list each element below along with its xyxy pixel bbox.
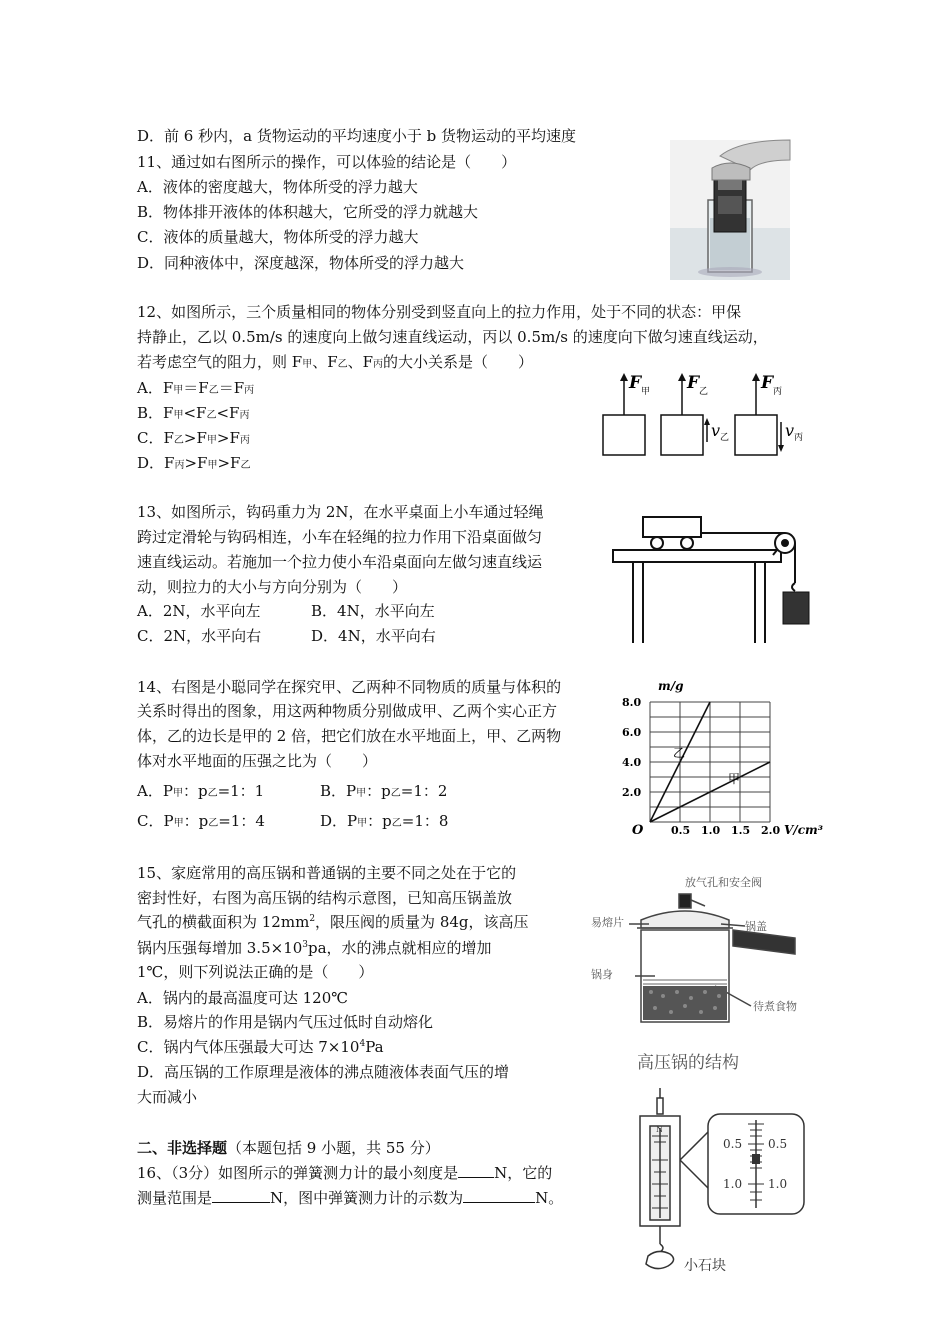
cooker-caption: 高压锅的结构	[637, 1053, 739, 1073]
q12-fig-F-yi: F	[687, 373, 700, 393]
cooker-label-valve: 放气孔和安全阀	[685, 876, 762, 889]
q12-option-c: C．F乙>F甲>F丙	[137, 429, 250, 447]
x-tick-label: 2.0	[761, 824, 781, 837]
q12-fig-F-bing: F	[761, 373, 774, 393]
q14-line3: 体，乙的边长是甲的 2 倍，把它们放在水平地面上，甲、乙两物	[137, 727, 562, 745]
q14-option-a: A．P甲：p乙=1：1	[137, 782, 265, 800]
q16-blank-3[interactable]	[463, 1188, 535, 1203]
x-tick-label: 0.5	[671, 824, 691, 837]
q16-line1: 16、（3分）如图所示的弹簧测力计的最小刻度是 N，它的	[137, 1164, 553, 1182]
cooker-label-fusible: 易熔片	[591, 916, 624, 929]
chart-xlabel: V/cm³	[784, 823, 823, 837]
q15-pressure-cooker-diagram	[585, 868, 815, 1078]
y-tick-label: 6.0	[622, 726, 642, 739]
q12-fig-sub-bing: 丙	[773, 387, 783, 397]
q11-option-c: C．液体的质量越大，物体所受的浮力越大	[137, 228, 419, 246]
cooker-label-lid: 锅盖	[745, 920, 767, 933]
q15-line3: 气孔的横截面积为 $12mm^2$，限压阀的质量为 84g，该高压	[137, 913, 529, 931]
q11-buoyancy-photo	[670, 140, 790, 280]
q15-option-d-line1: D．高压锅的工作原理是液体的沸点随液体表面气压的增	[137, 1063, 510, 1081]
q12-fig-vsub-yi: 乙	[720, 433, 730, 443]
q13-line3: 速直线运动。若施加一个拉力使小车沿桌面向左做匀速直线运	[137, 553, 543, 571]
q12-force-diagram	[598, 370, 818, 460]
y-tick-label: 8.0	[622, 696, 642, 709]
q14-option-c: C．P甲：p乙=1：4	[137, 812, 265, 830]
cooker-label-body: 锅身	[591, 968, 613, 981]
q11-option-b: B．物体排开液体的体积越大，它所受的浮力就越大	[137, 203, 479, 221]
q13-line2: 跨过定滑轮与钩码相连，小车在轻绳的拉力作用下沿桌面做匀	[137, 528, 543, 546]
y-tick-label: 4.0	[622, 756, 642, 769]
scale-zoom-mark-05-left: 0.5	[723, 1137, 743, 1151]
q11-stem: 11、通过如右图所示的操作，可以体验的结论是（ ）	[137, 153, 517, 171]
q12-stem-line3: 若考虑空气的阻力，则 F甲、F乙、F丙的大小关系是（ ）	[137, 353, 534, 371]
q12-option-a: A．F甲＝F乙＝F丙	[137, 379, 255, 397]
section2-heading: 二、非选择题（本题包括 9 小题，共 55 分）	[137, 1139, 440, 1157]
q16-spring-scale-diagram	[630, 1088, 820, 1284]
x-tick-label: 1.0	[701, 824, 721, 837]
q16-line2: 测量范围是 N，图中弹簧测力计的示数为 N。	[137, 1189, 564, 1207]
q16-blank-1[interactable]	[458, 1163, 494, 1178]
q14-line4: 体对水平地面的压强之比为（ ）	[137, 752, 378, 770]
q13-option-c: C．2N，水平向右	[137, 627, 262, 645]
series-label-1: 甲	[728, 772, 741, 786]
q11-option-a: A．液体的密度越大，物体所受的浮力越大	[137, 178, 418, 196]
q14-line2: 关系时得出的图象，用这两种物质分别做成甲、乙两个实心正方	[137, 702, 558, 720]
q15-option-a: A．锅内的最高温度可达 120℃	[137, 989, 349, 1007]
q14-option-d: D．P甲：p乙=1：8	[320, 812, 449, 830]
scale-unit: N	[656, 1125, 663, 1134]
cooker-label-food: 待煮食物	[753, 1000, 797, 1013]
scale-zoom-mark-10-left: 1.0	[723, 1177, 743, 1191]
q13-option-d: D．4N，水平向右	[311, 627, 436, 645]
q14-line1: 14、右图是小聪同学在探究甲、乙两种不同物质的质量与体积的	[137, 678, 562, 696]
q15-option-c: C．锅内气体压强最大可达 $7\times 10^4Pa$	[137, 1038, 384, 1056]
q12-fig-v-bing: v	[785, 421, 795, 440]
q13-line1: 13、如图所示，钩码重力为 2N，在水平桌面上小车通过轻绳	[137, 503, 544, 521]
scale-zoom-mark-10-right: 1.0	[768, 1177, 788, 1191]
chart-origin: O	[632, 823, 644, 838]
q16-blank-2[interactable]	[212, 1188, 270, 1203]
q15-line1: 15、家庭常用的高压锅和普通锅的主要不同之处在于它的	[137, 864, 517, 882]
q13-cart-pulley-diagram	[605, 505, 820, 650]
chart-grid	[650, 702, 770, 822]
q12-stem-line1: 12、如图所示，三个质量相同的物体分别受到竖直向上的拉力作用，处于不同的状态：甲保	[137, 303, 742, 321]
q12-fig-sub-jia: 甲	[641, 387, 651, 397]
q13-line4: 动，则拉力的大小与方向分别为（ ）	[137, 578, 408, 596]
q12-fig-v-yi: v	[711, 421, 721, 440]
scale-stone-label: 小石块	[684, 1258, 726, 1274]
y-tick-label: 2.0	[622, 786, 642, 799]
q11-option-d: D．同种液体中，深度越深，物体所受的浮力越大	[137, 254, 465, 272]
q15-line4: 锅内压强每增加 $3.5\times 10^3pa$，水的沸点就相应的增加	[137, 939, 492, 957]
series-label-0: 乙	[673, 746, 686, 760]
q14-mass-volume-chart	[618, 676, 823, 842]
chart-ylabel: m/g	[658, 679, 684, 693]
q13-option-b: B．4N，水平向左	[311, 602, 435, 620]
q12-fig-vsub-bing: 丙	[794, 433, 804, 443]
x-tick-label: 1.5	[731, 824, 751, 837]
q12-option-b: B．F甲<F乙<F丙	[137, 404, 250, 422]
q14-option-b: B．P甲：p乙=1：2	[320, 782, 448, 800]
q15-option-b: B．易熔片的作用是锅内气压过低时自动熔化	[137, 1013, 434, 1031]
q13-option-a: A．2N，水平向左	[137, 602, 261, 620]
q10-option-d: D．前 6 秒内，a 货物运动的平均速度小于 b 货物运动的平均速度	[137, 127, 576, 145]
q12-fig-sub-yi: 乙	[699, 387, 709, 397]
q15-line5: 1℃，则下列说法正确的是（ ）	[137, 963, 374, 981]
q12-stem-line2: 持静止，乙以 0.5m/s 的速度向上做匀速直线运动，丙以 0.5m/s 的速度向下做匀速直线运动，	[137, 328, 768, 346]
q15-line2: 密封性好，右图为高压锅的结构示意图，已知高压锅盖放	[137, 889, 513, 907]
q15-option-d-line2: 大而减小	[137, 1088, 198, 1106]
q12-fig-F-jia: F	[629, 373, 642, 393]
scale-zoom-mark-05-right: 0.5	[768, 1137, 788, 1151]
q12-option-d: D．F丙>F甲>F乙	[137, 454, 251, 472]
